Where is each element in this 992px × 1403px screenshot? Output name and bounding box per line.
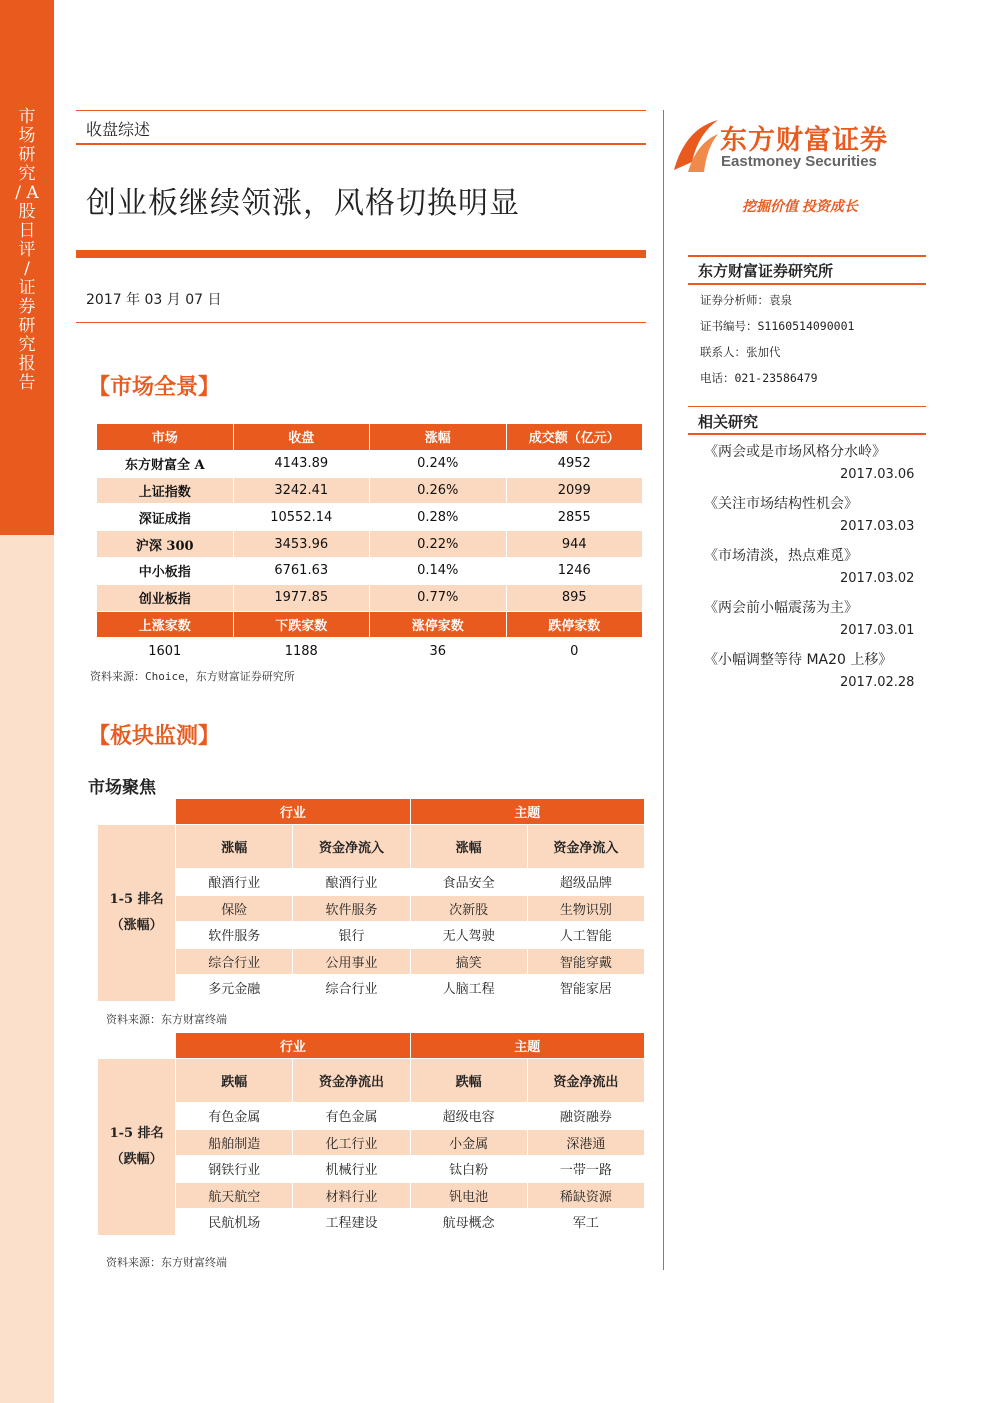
table-cell: 航母概念: [410, 1209, 527, 1236]
related-report-date: 2017.03.02: [840, 571, 915, 586]
column-header: 资金净流出: [293, 1059, 410, 1103]
table-row: [98, 869, 645, 896]
close-value: 1977.85: [234, 585, 371, 612]
market-source-note: 资料来源：Choice，东方财富证券研究所: [90, 670, 295, 683]
group-header-industry: 行业: [176, 799, 410, 825]
breadth-header-row: [97, 612, 643, 639]
down-count: 1188: [234, 638, 371, 665]
table-header-row: [97, 424, 643, 451]
related-report-date: 2017.03.06: [840, 467, 915, 482]
table-cell: 多元金融: [176, 975, 293, 1002]
header-rule: [76, 143, 646, 145]
table-row: [97, 504, 643, 531]
page-title: 创业板继续领涨，风格切换明显: [86, 186, 520, 221]
column-divider: [663, 110, 664, 1270]
change-value: 0.28%: [370, 504, 507, 531]
table-row: [97, 585, 643, 612]
change-value: 0.24%: [370, 451, 507, 478]
related-report-date: 2017.03.01: [840, 623, 915, 638]
table-cell: 机械行业: [293, 1156, 410, 1183]
sidebar-vertical-text: 市场研究 / A股日评 / 证券研究报告: [15, 107, 39, 393]
change-value: 0.14%: [370, 558, 507, 585]
table-cell: 深港通: [527, 1129, 644, 1156]
header-top-rule: [76, 110, 646, 111]
table-row: [97, 558, 643, 585]
related-report-link[interactable]: 《关注市场结构性机会》: [704, 496, 858, 512]
table-cell: 钛白粉: [410, 1156, 527, 1183]
table-cell: 保险: [176, 895, 293, 922]
group-header-theme: 主题: [410, 799, 644, 825]
table-cell: 超级电容: [410, 1103, 527, 1130]
table-cell: 一带一路: [527, 1156, 644, 1183]
column-header: 资金净流入: [293, 825, 410, 869]
column-header: 跌幅: [176, 1059, 293, 1103]
rank-label: 1-5 排名 （涨幅）: [98, 825, 176, 1002]
column-header: 涨幅: [370, 424, 507, 451]
gainers-source-note: 资料来源：东方财富终端: [106, 1013, 227, 1026]
column-header: 涨停家数: [370, 612, 507, 639]
table-row: [98, 1182, 645, 1209]
market-name: 东方财富全 A: [97, 451, 234, 478]
table-row: [97, 478, 643, 505]
table-cell: 材料行业: [293, 1182, 410, 1209]
table-row: [98, 1129, 645, 1156]
table-cell: 钒电池: [410, 1182, 527, 1209]
table-cell: 次新股: [410, 895, 527, 922]
table-row: [98, 1103, 645, 1130]
report-date: 2017 年 03 月 07 日: [86, 292, 222, 308]
market-focus-subheading: 市场聚焦: [88, 778, 156, 798]
column-header: 资金净流入: [527, 825, 644, 869]
column-header: 市场: [97, 424, 234, 451]
table-row: [97, 531, 643, 558]
table-cell: 智能家居: [527, 975, 644, 1002]
close-value: 10552.14: [234, 504, 371, 531]
market-name: 中小板指: [97, 558, 234, 585]
contact-line: 联系人：张加代: [700, 345, 781, 359]
change-value: 0.77%: [370, 585, 507, 612]
table-cell: 综合行业: [293, 975, 410, 1002]
table-cell: 工程建设: [293, 1209, 410, 1236]
table-cell: 酿酒行业: [293, 869, 410, 896]
related-rule: [688, 433, 926, 435]
table-cell: 搞笑: [410, 948, 527, 975]
table-cell: 酿酒行业: [176, 869, 293, 896]
table-cell: 化工行业: [293, 1129, 410, 1156]
limit-down-count: 0: [507, 638, 644, 665]
column-header: 收盘: [234, 424, 371, 451]
table-cell: 人工智能: [527, 922, 644, 949]
table-cell: 小金属: [410, 1129, 527, 1156]
limit-up-count: 36: [370, 638, 507, 665]
column-header: 资金净流出: [527, 1059, 644, 1103]
table-cell: 软件服务: [293, 895, 410, 922]
table-cell: 船舶制造: [176, 1129, 293, 1156]
table-cell: 钢铁行业: [176, 1156, 293, 1183]
turnover-value: 1246: [507, 558, 644, 585]
left-sidebar-stripe: [0, 0, 54, 1403]
table-row: [98, 948, 645, 975]
up-count: 1601: [97, 638, 234, 665]
table-row: [98, 1209, 645, 1236]
market-overview-table: [97, 424, 643, 665]
table-cell: 有色金属: [293, 1103, 410, 1130]
table-row: [98, 922, 645, 949]
title-underline: [76, 250, 646, 258]
group-header-industry: 行业: [176, 1033, 410, 1059]
table-row: [98, 895, 645, 922]
column-header: 上涨家数: [97, 612, 234, 639]
date-rule: [76, 322, 646, 323]
market-name: 深证成指: [97, 504, 234, 531]
column-header: 跌停家数: [507, 612, 644, 639]
table-corner: [98, 1033, 176, 1059]
sector-gainers-table: [97, 798, 645, 1002]
brand-name-cn: 东方财富证券: [720, 125, 888, 156]
turnover-value: 2855: [507, 504, 644, 531]
related-report-link[interactable]: 《市场清淡，热点难觅》: [704, 548, 858, 564]
table-cell: 综合行业: [176, 948, 293, 975]
institute-rule: [688, 283, 926, 285]
column-header: 跌幅: [410, 1059, 527, 1103]
table-cell: 软件服务: [176, 922, 293, 949]
table-cell: 食品安全: [410, 869, 527, 896]
institute-top-rule: [688, 255, 926, 257]
market-name: 创业板指: [97, 585, 234, 612]
close-value: 6761.63: [234, 558, 371, 585]
table-row: [97, 451, 643, 478]
related-report-date: 2017.02.28: [840, 675, 915, 690]
table-cell: 融资融券: [527, 1103, 644, 1130]
brand-slogan: 挖掘价值 投资成长: [742, 198, 858, 214]
table-cell: 智能穿戴: [527, 948, 644, 975]
market-name: 上证指数: [97, 478, 234, 505]
column-header: 下跌家数: [234, 612, 371, 639]
change-value: 0.26%: [370, 478, 507, 505]
market-name: 沪深 300: [97, 531, 234, 558]
breadth-values-row: [97, 638, 643, 665]
table-row: [98, 1156, 645, 1183]
sector-losers-table: [97, 1032, 645, 1236]
related-report-link[interactable]: 《两会或是市场风格分水岭》: [704, 444, 886, 460]
rank-label: 1-5 排名 （跌幅）: [98, 1059, 176, 1236]
column-header: 成交额（亿元）: [507, 424, 644, 451]
related-heading: 相关研究: [698, 413, 759, 431]
institute-name: 东方财富证券研究所: [698, 262, 834, 280]
column-header: 涨幅: [176, 825, 293, 869]
section-label: 收盘综述: [86, 120, 151, 139]
column-header: 涨幅: [410, 825, 527, 869]
table-cell: 稀缺资源: [527, 1182, 644, 1209]
market-overview-heading: 【市场全景】: [88, 374, 221, 400]
table-cell: 公用事业: [293, 948, 410, 975]
close-value: 4143.89: [234, 451, 371, 478]
table-cell: 有色金属: [176, 1103, 293, 1130]
group-header-theme: 主题: [410, 1033, 644, 1059]
cert-line: 证书编号：S1160514090001: [700, 319, 855, 333]
phone-line: 电话：021-23586479: [700, 371, 818, 385]
sector-monitor-heading: 【板块监测】: [88, 723, 221, 749]
related-report-link[interactable]: 《两会前小幅震荡为主》: [704, 600, 858, 616]
table-cell: 银行: [293, 922, 410, 949]
table-cell: 人脑工程: [410, 975, 527, 1002]
change-value: 0.22%: [370, 531, 507, 558]
brand-name-en: Eastmoney Securities: [721, 153, 877, 170]
table-cell: 军工: [527, 1209, 644, 1236]
turnover-value: 895: [507, 585, 644, 612]
related-report-link[interactable]: 《小幅调整等待 MA20 上移》: [704, 652, 893, 668]
turnover-value: 4952: [507, 451, 644, 478]
turnover-value: 2099: [507, 478, 644, 505]
turnover-value: 944: [507, 531, 644, 558]
table-cell: 航天航空: [176, 1182, 293, 1209]
analyst-line: 证券分析师：袁泉: [700, 293, 792, 307]
table-row: [98, 975, 645, 1002]
table-cell: 无人驾驶: [410, 922, 527, 949]
table-corner: [98, 799, 176, 825]
losers-source-note: 资料来源：东方财富终端: [106, 1256, 227, 1269]
table-cell: 生物识别: [527, 895, 644, 922]
close-value: 3242.41: [234, 478, 371, 505]
close-value: 3453.96: [234, 531, 371, 558]
table-cell: 民航机场: [176, 1209, 293, 1236]
related-top-rule: [688, 406, 926, 407]
related-report-date: 2017.03.03: [840, 519, 915, 534]
table-cell: 超级品牌: [527, 869, 644, 896]
